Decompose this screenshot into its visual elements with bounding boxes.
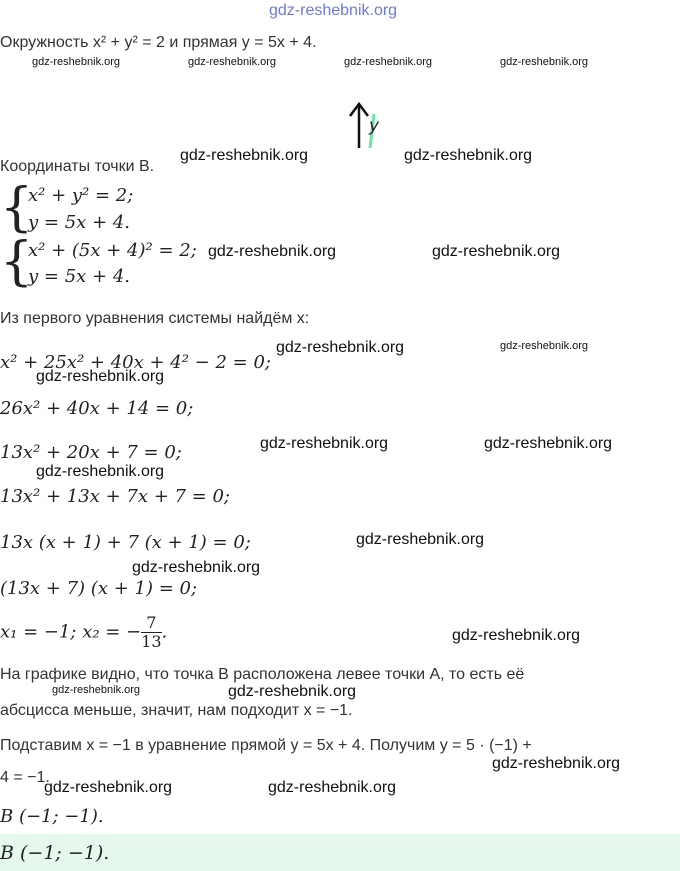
fraction-7-13 (141, 614, 161, 651)
watermark: gdz-reshebnik.org (344, 56, 433, 68)
watermark: gdz-reshebnik.org (276, 339, 405, 356)
watermark: gdz-reshebnik.org (492, 755, 621, 772)
equation-5: 13x (x + 1) + 7 (x + 1) = 0; (0, 532, 251, 553)
substitute-line-1: Подставим x = −1 в уравнение прямой y = 5x + 4. Получим y = 5 · (−1) + (0, 737, 532, 754)
intro-line: Окружность x² + y² = 2 и прямая y = 5x + 4. (0, 34, 317, 51)
watermark: gdz-reshebnik.org (208, 243, 337, 260)
system1-eq2: y = 5x + 4. (28, 212, 130, 233)
point-b-heading: Координаты точки B. (0, 158, 155, 175)
fraction-numerator: 7 (141, 614, 161, 633)
watermark-top: gdz-reshebnik.org (269, 2, 398, 19)
watermark: gdz-reshebnik.org (484, 435, 613, 452)
watermark: gdz-reshebnik.org (188, 56, 277, 68)
system2-eq2: y = 5x + 4. (28, 266, 130, 287)
watermark: gdz-reshebnik.org (180, 147, 309, 164)
watermark: gdz-reshebnik.org (132, 559, 261, 576)
watermark: gdz-reshebnik.org (36, 463, 165, 480)
watermark: gdz-reshebnik.org (432, 243, 561, 260)
equation-2: 26x² + 40x + 14 = 0; (0, 398, 194, 419)
roots-start: x₁ = −1; x₂ = − (0, 621, 142, 643)
equation-1: x² + 25x² + 40x + 4² − 2 = 0; (0, 352, 271, 373)
watermark: gdz-reshebnik.org (36, 368, 165, 385)
watermark: gdz-reshebnik.org (268, 779, 397, 796)
system-brace-1: { (0, 178, 34, 238)
y-axis-label: y (369, 116, 380, 136)
fraction-denominator: 13 (141, 632, 162, 651)
equation-4: 13x² + 13x + 7x + 7 = 0; (0, 486, 231, 507)
watermark: gdz-reshebnik.org (260, 435, 389, 452)
substitute-line-2: 4 = −1. (0, 769, 50, 786)
system1-eq1: x² + y² = 2; (28, 185, 134, 206)
graph-fragment (345, 100, 385, 150)
roots-end: . (161, 621, 168, 643)
system-brace-2: { (0, 232, 34, 292)
watermark: gdz-reshebnik.org (452, 627, 581, 644)
result-line: B (−1; −1). (0, 806, 104, 827)
watermark: gdz-reshebnik.org (228, 683, 357, 700)
watermark: gdz-reshebnik.org (500, 56, 589, 68)
equation-6: (13x + 7) (x + 1) = 0; (0, 578, 198, 599)
answer-text: B (−1; −1). (0, 842, 110, 864)
roots-line (0, 614, 167, 651)
watermark: gdz-reshebnik.org (404, 147, 533, 164)
equation-3: 13x² + 20x + 7 = 0; (0, 442, 182, 463)
watermark: gdz-reshebnik.org (356, 531, 485, 548)
explanation-line-2: абсцисса меньше, значит, нам подходит x = −1. (0, 702, 353, 719)
watermark: gdz-reshebnik.org (500, 340, 589, 352)
answer-box (0, 834, 680, 871)
watermark: gdz-reshebnik.org (32, 56, 121, 68)
find-x-text: Из первого уравнения системы найдём x: (0, 310, 310, 327)
system2-eq1: x² + (5x + 4)² = 2; (28, 240, 197, 261)
watermark: gdz-reshebnik.org (44, 779, 173, 796)
watermark: gdz-reshebnik.org (52, 684, 141, 696)
explanation-line-1: На графике видно, что точка B расположена левее точки A, то есть её (0, 666, 525, 683)
